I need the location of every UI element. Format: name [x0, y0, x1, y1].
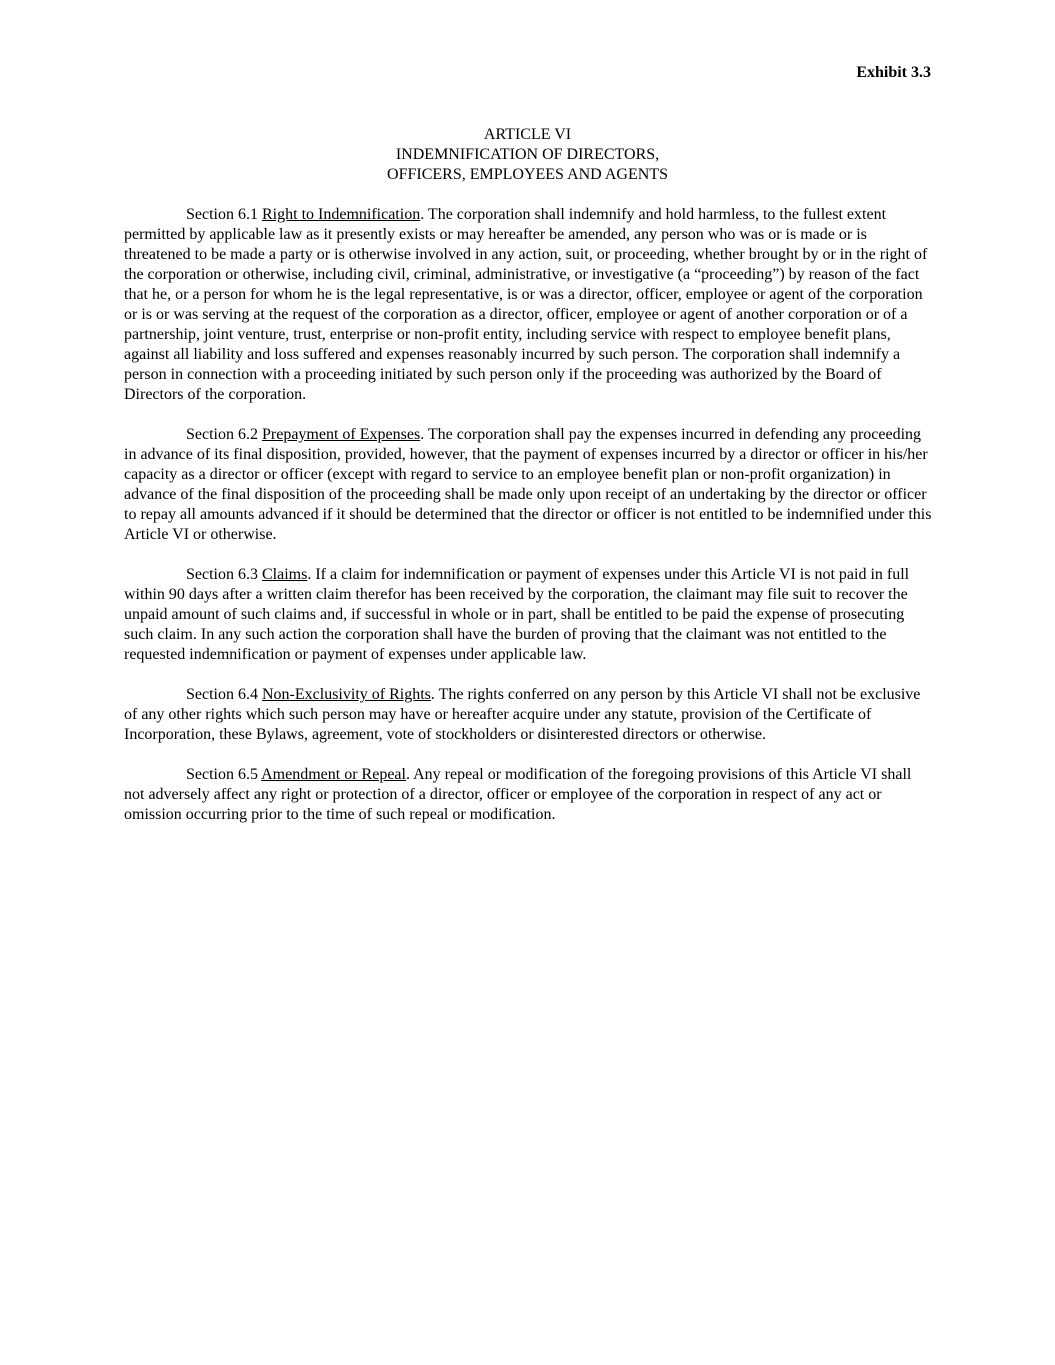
section-text: . Any repeal or modification of the foregoing provisions of this Article VI shall not adversely affect any right or protection of a director, officer or employee of the corporation in respect of any act or omission occurring prior to the time of such repeal or modification. — [124, 766, 912, 823]
exhibit-label: Exhibit 3.3 — [856, 64, 931, 81]
article-heading — [124, 125, 931, 185]
section-title: Prepayment of Expenses — [262, 426, 421, 443]
section-number: Section 6.5 — [186, 766, 258, 783]
section-title: Right to Indemnification — [262, 206, 421, 223]
section-text: . The rights conferred on any person by this Article VI shall not be exclusive of any other rights which such person may have or hereafter acquire under any statute, provision of the Certificate of Incorporation, these Bylaws, agreement, vote of stockholders or disinterested directors or otherwise. — [124, 686, 921, 743]
section-6-3 — [124, 565, 932, 665]
section-text: . The corporation shall pay the expenses incurred in defending any proceeding in advance of its final disposition, provided, however, that the payment of expenses incurred by a director or officer in his/her capacity as a director or officer (except with regard to service to an employee benefit plan or non-profit organization) in advance of the final disposition of the proceeding shall be made only upon receipt of an undertaking by the director or officer to repay all amounts advanced if it should be determined that the director or officer is not entitled to be indemnified under this Article VI or otherwise. — [124, 426, 932, 543]
section-number: Section 6.2 — [186, 426, 258, 443]
article-title-line-2: OFFICERS, EMPLOYEES AND AGENTS — [387, 166, 668, 183]
section-6-2 — [124, 425, 932, 545]
article-number: ARTICLE VI — [483, 126, 572, 143]
section-number: Section 6.3 — [186, 566, 258, 583]
section-6-4 — [124, 685, 932, 745]
section-number: Section 6.4 — [186, 686, 258, 703]
section-text: . If a claim for indemnification or payment of expenses under this Article VI is not paid in full within 90 days after a written claim therefor has been received by the corporation, the claimant may file suit to recover the unpaid amount of such claims and, if successful in whole or in part, shall be entitled to be paid the expense of prosecuting such claim. In any such action the corporation shall have the burden of proving that the claimant was not entitled to the requested indemnification or payment of expenses under applicable law. — [124, 566, 910, 663]
section-text: . The corporation shall indemnify and hold harmless, to the fullest extent permitted by applicable law as it presently exists or may hereafter be amended, any person who was or is made or is threatened to be made a party or is otherwise involved in any action, suit, or proceeding, whether brought by or in the right of the corporation or otherwise, including civil, criminal, administrative, or investigative (a “proceeding”) by reason of the fact that he, or a person for whom he is the legal representative, is or was a director, officer, employee or agent of the corporation or is or was serving at the request of the corporation as a director, officer, employee or agent of another corporation or of a partnership, joint venture, trust, enterprise or non-profit entity, including service with respect to employee benefit plans, against all liability and loss suffered and expenses reasonably incurred by such person. The corporation shall indemnify a person in connection with a proceeding initiated by such person only if the proceeding was authorized by the Board of Directors of the corporation. — [124, 206, 928, 403]
article-title-line-1: INDEMNIFICATION OF DIRECTORS, — [395, 146, 660, 163]
article-body — [124, 205, 932, 845]
section-title: Amendment or Repeal — [261, 766, 406, 783]
section-number: Section 6.1 — [186, 206, 258, 223]
section-title: Non-Exclusivity of Rights — [262, 686, 431, 703]
section-title: Claims — [262, 566, 308, 583]
section-6-5 — [124, 765, 932, 825]
section-6-1 — [124, 205, 932, 405]
